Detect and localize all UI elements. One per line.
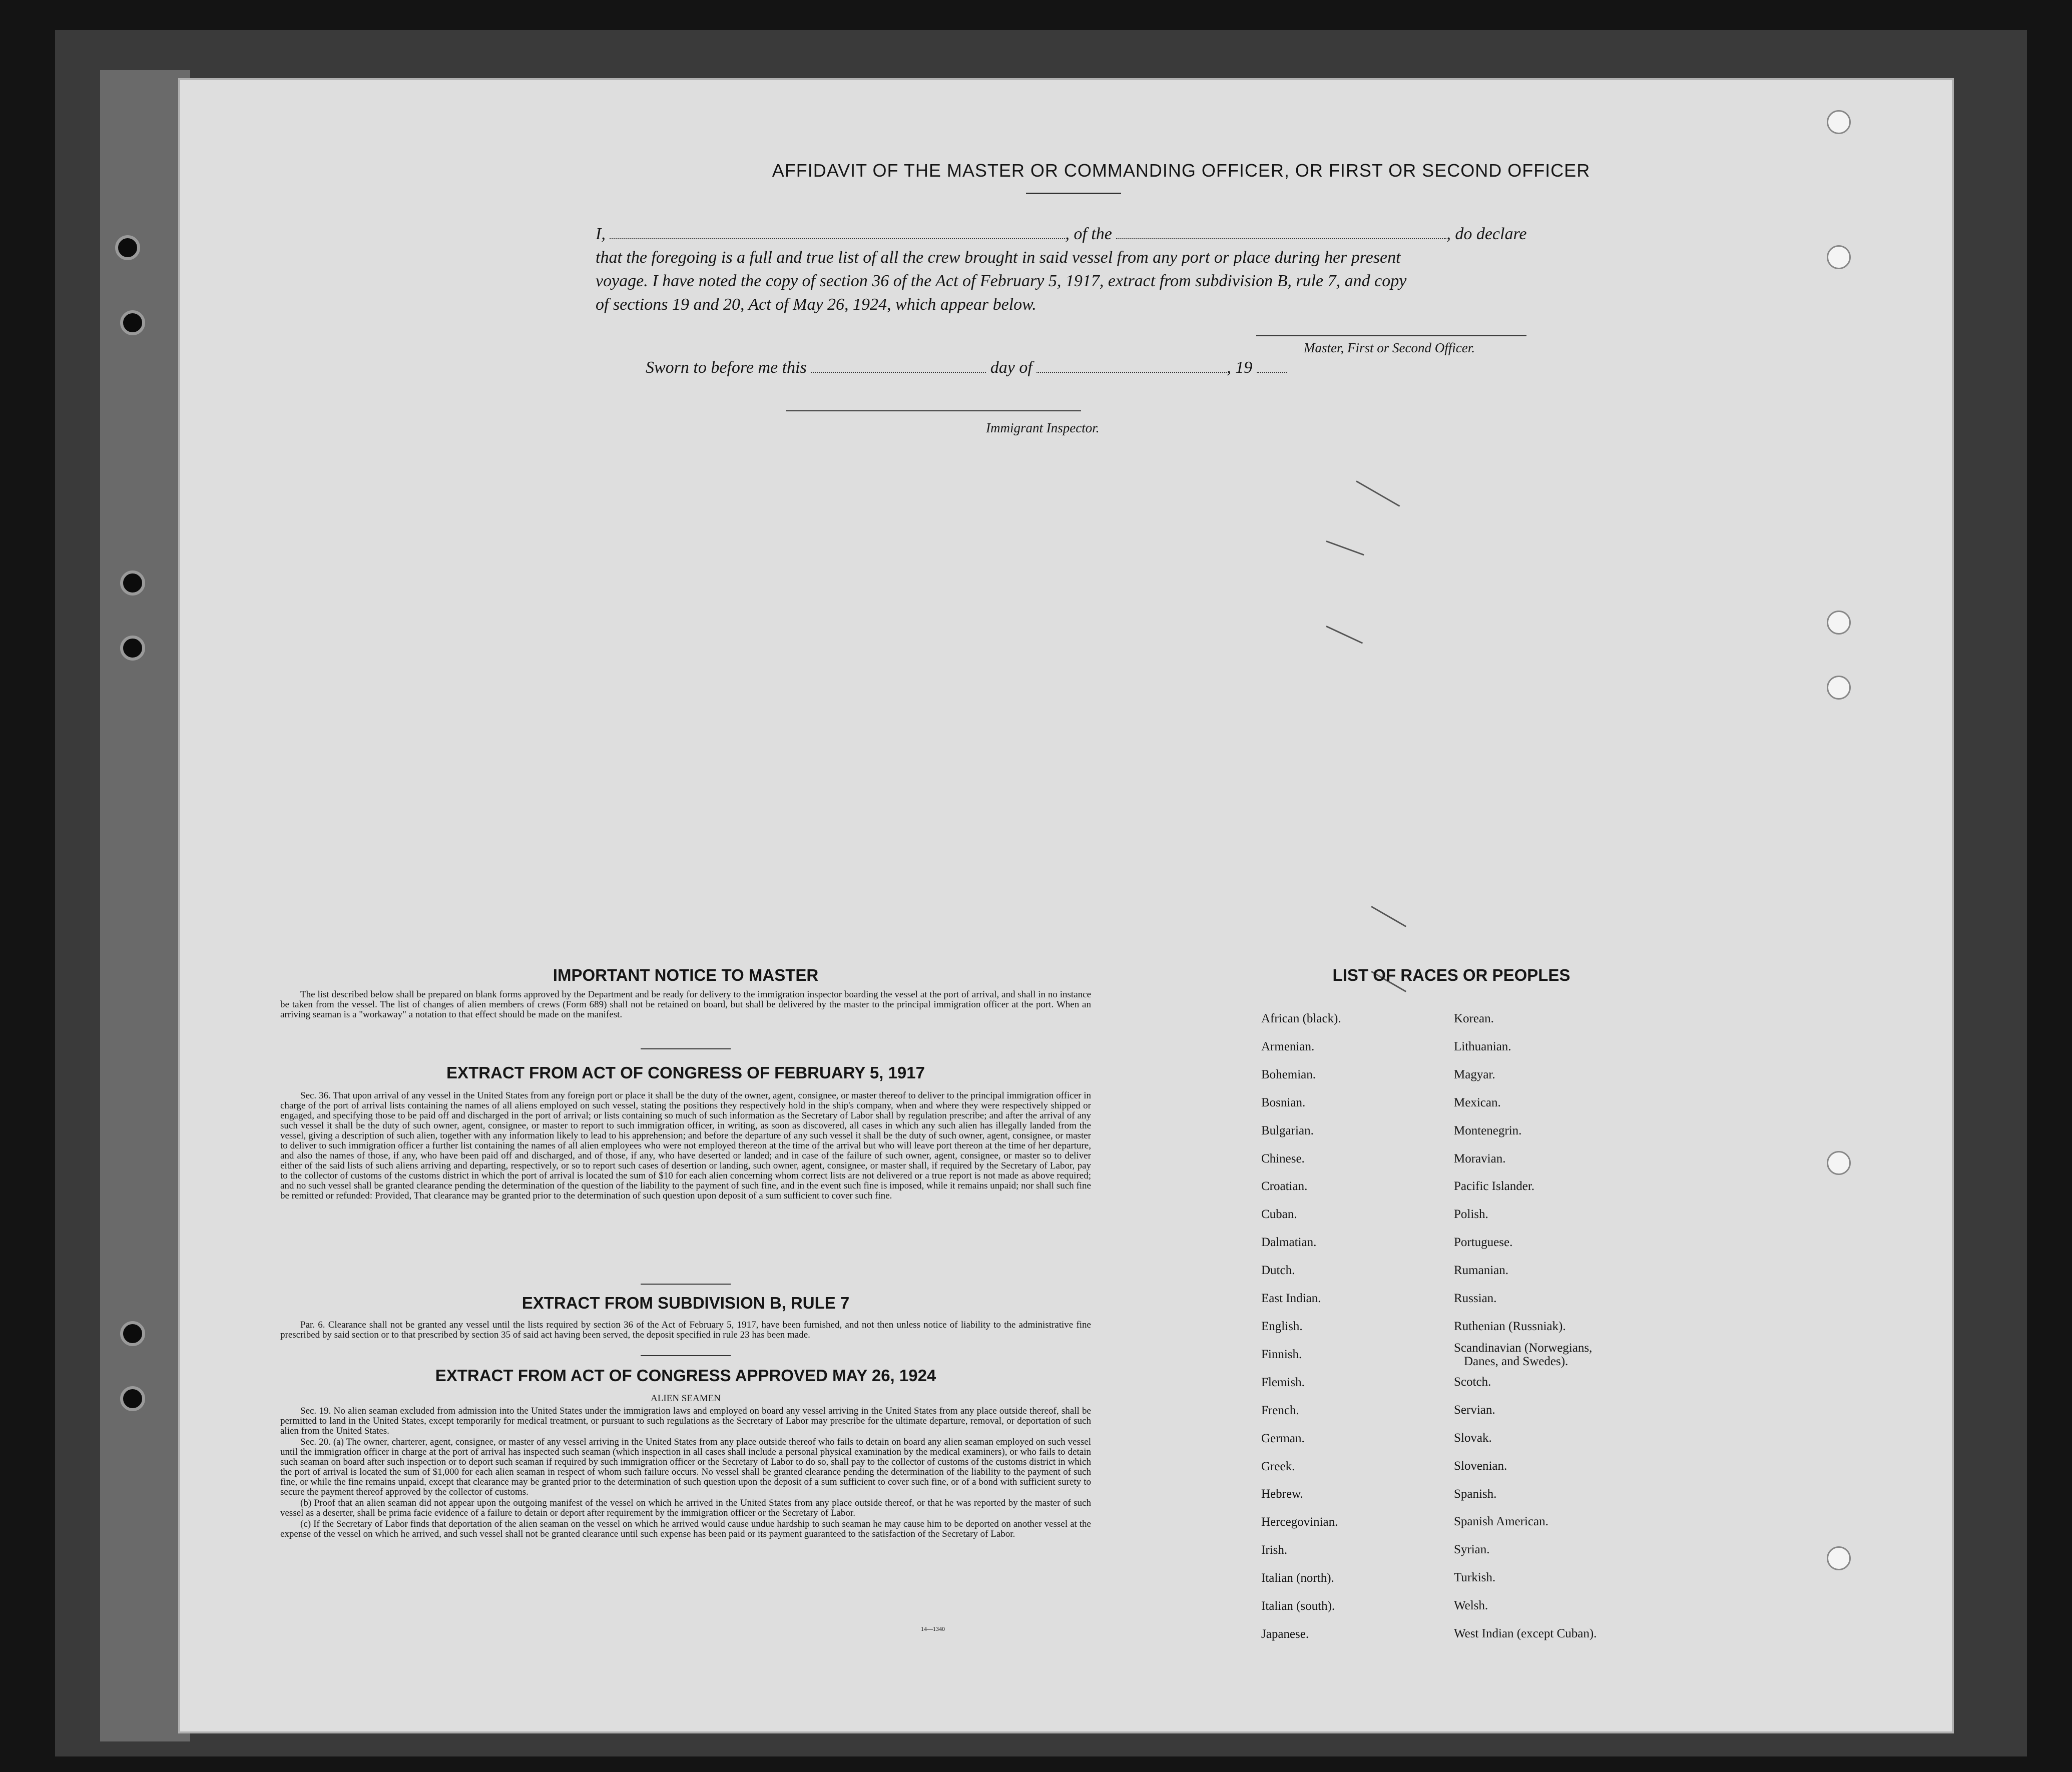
- form-number: 14—1340: [921, 1625, 945, 1632]
- sworn-line: [646, 356, 1496, 379]
- race-item: Rumanian.: [1454, 1264, 1509, 1278]
- section-20c-paragraph: (c) If the Secretary of Labor finds that deportation of the alien seaman on the vessel on which he arrived would cause undue hardship to such seaman he may cause him to be deported on another vessel at the expense of the vessel on which he arrived, and such vessel shall not be granted clearance until such expense has been paid or its payment guaranteed to the satisfaction of the Secretary of Labor.: [280, 1519, 1091, 1539]
- race-item: Mexican.: [1454, 1095, 1501, 1109]
- race-item: Dalmatian.: [1261, 1236, 1317, 1250]
- race-item: German.: [1261, 1431, 1305, 1445]
- race-item: East Indian.: [1261, 1292, 1321, 1306]
- race-item: Armenian.: [1261, 1039, 1315, 1053]
- declaration-line-1: [596, 223, 1747, 246]
- race-item: Italian (north).: [1261, 1571, 1334, 1585]
- race-item: Moravian.: [1454, 1151, 1506, 1165]
- race-item: Polish.: [1454, 1208, 1488, 1222]
- affidavit-title: AFFIDAVIT OF THE MASTER OR COMMANDING OFFICER, OR FIRST OR SECOND OFFICER: [772, 160, 1591, 181]
- divider: [641, 1048, 731, 1049]
- section-36-paragraph: Sec. 36. That upon arrival of any vessel in the United States from any foreign port or place it shall be the duty of the owner, agent, consignee, or master thereof to deliver to the principal immigration officer in charge of the port of arrival lists containing the names of all aliens employed on such vessel, stating the positions they respectively hold in the ship's company, when and where they were respectively shipped or engaged, and specifying those to be paid off and discharged in the port of arrival; or lists containing so much of such information as the Secretary of Labor shall by regulation prescribe; and after the arrival of any such vessel it shall be the duty of such owner, agent, consignee, or master to report to such immigration officer, in writing, as soon as discovered, all cases in which any such alien has illegally landed from the vessel, giving a description of such alien, together with any information likely to lead to his apprehension; and before the departure of any such vessel it shall be the duty of such owner, agent, consignee, or master to deliver to such immigration officer a further list containing the names of all alien employees who were not employed thereon at the time of the arrival but who will leave port thereon at the time of her departure, and also the names of those, if any, who have been paid off and discharged, and of those, if any, who have deserted or landed; and in case of the failure of such owner, agent, consignee, or master so to deliver either of the said lists of such aliens arriving and departing, respectively, or so to report such cases of desertion or landing, such owner, agent, consignee, or master shall, if required by the Secretary of Labor, pay to the collector of customs of the customs district in which the port of arrival is located the sum of $10 for each alien concerning whom correct lists are not delivered or a true report is not made as above required; and no such vessel shall be granted clearance pending the determination of the question of the liability to the payment of such fine, and in the event such fine is imposed, while it remains unpaid; nor shall such fine be remitted or refunded: Provided, That clearance may be granted prior to the determination of such question upon deposit of a sum sufficient to cover such fine.: [280, 1090, 1091, 1201]
- punch-hole: [1827, 1546, 1851, 1570]
- binder-hole: [120, 1321, 145, 1346]
- race-item: Cuban.: [1261, 1208, 1297, 1222]
- race-item: Portuguese.: [1454, 1236, 1513, 1250]
- binder-hole: [120, 570, 145, 596]
- master-signature-label: Master, First or Second Officer.: [1304, 340, 1475, 355]
- race-item: Scotch.: [1454, 1375, 1491, 1389]
- race-item: Hebrew.: [1261, 1487, 1303, 1501]
- race-item: Flemish.: [1261, 1375, 1305, 1389]
- race-item: Pacific Islander.: [1454, 1179, 1535, 1194]
- extract-1924-body: [280, 1406, 1091, 1540]
- race-item: Syrian.: [1454, 1543, 1490, 1557]
- extract-1917-body: [280, 1091, 1091, 1202]
- race-item: Bosnian.: [1261, 1095, 1306, 1109]
- declaration-of: , of the: [1065, 225, 1112, 243]
- race-item: Lithuanian.: [1454, 1039, 1511, 1053]
- binder-hole: [120, 636, 145, 661]
- race-item: Russian.: [1454, 1292, 1497, 1306]
- sworn-year-label: , 19: [1227, 358, 1253, 377]
- declaration-line-3: voyage. I have noted the copy of section 36 of the Act of February 5, 1917, extract from subdivision B, rule 7, and copy: [596, 272, 1407, 290]
- race-item: Spanish.: [1454, 1487, 1497, 1501]
- divider: [1026, 193, 1121, 194]
- declaration-line-2: that the foregoing is a full and true list of all the crew brought in said vessel from any port or place during her present: [596, 248, 1401, 267]
- race-item: English.: [1261, 1319, 1303, 1333]
- races-list-right: [1454, 1005, 1597, 1648]
- sworn-month-blank[interactable]: [1037, 358, 1227, 373]
- inspector-label: Immigrant Inspector.: [986, 420, 1100, 435]
- divider: [641, 1284, 731, 1285]
- races-list-left: [1261, 1005, 1341, 1648]
- race-item: Greek.: [1261, 1459, 1295, 1473]
- race-item: Slovak.: [1454, 1431, 1492, 1445]
- binder-hole: [120, 1386, 145, 1411]
- punch-hole: [1827, 676, 1851, 700]
- section-20b-paragraph: (b) Proof that an alien seaman did not appear upon the outgoing manifest of the vessel on which he arrived in the United States from any place outside thereof, or that he was reported by the master of such vessel as a deserter, shall be prima facie evidence of a failure to detain or deport after requirement by the immigration officer or the Secretary of Labor.: [280, 1498, 1091, 1518]
- race-item: Bohemian.: [1261, 1067, 1316, 1081]
- section-20a-paragraph: Sec. 20. (a) The owner, charterer, agent, consignee, or master of any vessel arriving in the United States from any place outside thereof who fails to detain on board any alien seaman employed on such vessel until the immigration officer in charge at the port of arrival has inspected such seaman (which inspection in all cases shall include a personal physical examination by the medical examiners), or who fails to detain such seaman on board after such inspection or to deport such seaman if required by such immigration officer or the Secretary of Labor to do so, shall pay to the collector of customs of the customs district in which the port of arrival is located the sum of $1,000 for each alien seaman in respect of whom such failure occurs. No vessel shall be granted clearance pending the determination of the liability to the payment of such fine, or while the fine remains unpaid, except that clearance may be granted prior to the determination of such question upon the deposit of a sum sufficient to cover such fine, or of a bond with sufficient surety to secure the payment thereof approved by the collector of customs.: [280, 1437, 1091, 1497]
- section-19-paragraph: Sec. 19. No alien seaman excluded from admission into the United States under the immigration laws and employed on board any vessel arriving in the United States from any place outside thereof, shall be permitted to land in the United States, except temporarily for medical treatment, or pursuant to such regulations as the Secretary of Labor may prescribe for the ultimate departure, removal, or deportation of such alien from the United States.: [280, 1406, 1091, 1436]
- ink-mark: [1356, 480, 1400, 507]
- sworn-day-blank[interactable]: [811, 358, 986, 373]
- race-item: Slovenian.: [1454, 1459, 1507, 1473]
- alien-seamen-subheading: ALIEN SEAMEN: [651, 1393, 721, 1404]
- name-blank[interactable]: [610, 224, 1065, 239]
- notice-heading: IMPORTANT NOTICE TO MASTER: [553, 966, 819, 984]
- race-item: Welsh.: [1454, 1599, 1488, 1613]
- notice-body: [280, 990, 1091, 1021]
- punch-hole: [1827, 1151, 1851, 1175]
- sworn-prefix: Sworn to before me this: [646, 358, 807, 377]
- vessel-blank[interactable]: [1116, 224, 1446, 239]
- declaration-i: I,: [596, 225, 606, 243]
- punch-hole: [1827, 611, 1851, 635]
- race-item: Japanese.: [1261, 1627, 1309, 1641]
- race-item: Magyar.: [1454, 1067, 1495, 1081]
- ink-mark: [1371, 906, 1406, 927]
- race-item: Italian (south).: [1261, 1599, 1335, 1613]
- notice-paragraph: The list described below shall be prepared on blank forms approved by the Department and be ready for delivery to the immigration inspector boarding the vessel at the port of arrival, and shall in no instance be taken from the vessel. The list of changes of alien members of crews (Form 689) shall not be retained on board, but shall be delivered by the master to the principal immigration officer at the port. When an arriving seaman is a "workaway" a notation to that effect should be made on the manifest.: [280, 989, 1091, 1020]
- race-item: Danes, and Swedes).: [1464, 1354, 1569, 1368]
- race-item: Irish.: [1261, 1543, 1288, 1557]
- rule7-heading: EXTRACT FROM SUBDIVISION B, RULE 7: [522, 1294, 850, 1312]
- declaration-declare: , do declare: [1446, 225, 1527, 243]
- race-item: Korean.: [1454, 1012, 1494, 1025]
- master-signature-line[interactable]: [1256, 335, 1526, 336]
- race-item: Bulgarian.: [1261, 1123, 1314, 1137]
- race-item: Servian.: [1454, 1403, 1495, 1417]
- race-item: Dutch.: [1261, 1264, 1295, 1278]
- punch-hole: [1827, 110, 1851, 134]
- punch-hole: [1827, 245, 1851, 269]
- race-item: Finnish.: [1261, 1347, 1302, 1361]
- declaration-line-4: of sections 19 and 20, Act of May 26, 1924, which appear below.: [596, 295, 1037, 314]
- rule7-body: [280, 1320, 1091, 1341]
- race-item: Turkish.: [1454, 1571, 1496, 1585]
- race-item: French.: [1261, 1403, 1299, 1417]
- extract-1917-heading: EXTRACT FROM ACT OF CONGRESS OF FEBRUARY 5, 1917: [446, 1063, 925, 1082]
- ink-mark: [1326, 626, 1363, 644]
- race-item: Croatian.: [1261, 1179, 1308, 1194]
- binder-hole: [115, 235, 140, 260]
- race-item: Ruthenian (Russniak).: [1454, 1319, 1566, 1333]
- race-item: West Indian (except Cuban).: [1454, 1627, 1597, 1641]
- race-item: Spanish American.: [1454, 1515, 1548, 1529]
- races-heading: LIST OF RACES OR PEOPLES: [1332, 966, 1571, 984]
- ink-mark: [1326, 540, 1364, 555]
- inspector-signature-line[interactable]: [786, 410, 1081, 411]
- race-item: Chinese.: [1261, 1151, 1305, 1165]
- sworn-day-label: day of: [990, 358, 1032, 377]
- extract-1924-heading: EXTRACT FROM ACT OF CONGRESS APPROVED MAY 26, 1924: [435, 1366, 936, 1385]
- race-item: Montenegrin.: [1454, 1123, 1522, 1137]
- race-item: Hercegovinian.: [1261, 1515, 1338, 1529]
- race-item: African (black).: [1261, 1012, 1341, 1025]
- sworn-year-blank[interactable]: [1257, 358, 1287, 373]
- rule7-paragraph: Par. 6. Clearance shall not be granted any vessel until the lists required by section 36 of the Act of February 5, 1917, have been furnished, and not then unless notice of liability to the administrative fine prescribed by said section or to that prescribed by section 35 of said act having been served, the deposit specified in rule 23 has been made.: [280, 1320, 1091, 1340]
- binder-hole: [120, 310, 145, 335]
- document-page: [180, 80, 1952, 1731]
- divider: [641, 1355, 731, 1356]
- race-item: Scandinavian (Norwegians,: [1454, 1341, 1593, 1355]
- binder-strip: [100, 70, 190, 1741]
